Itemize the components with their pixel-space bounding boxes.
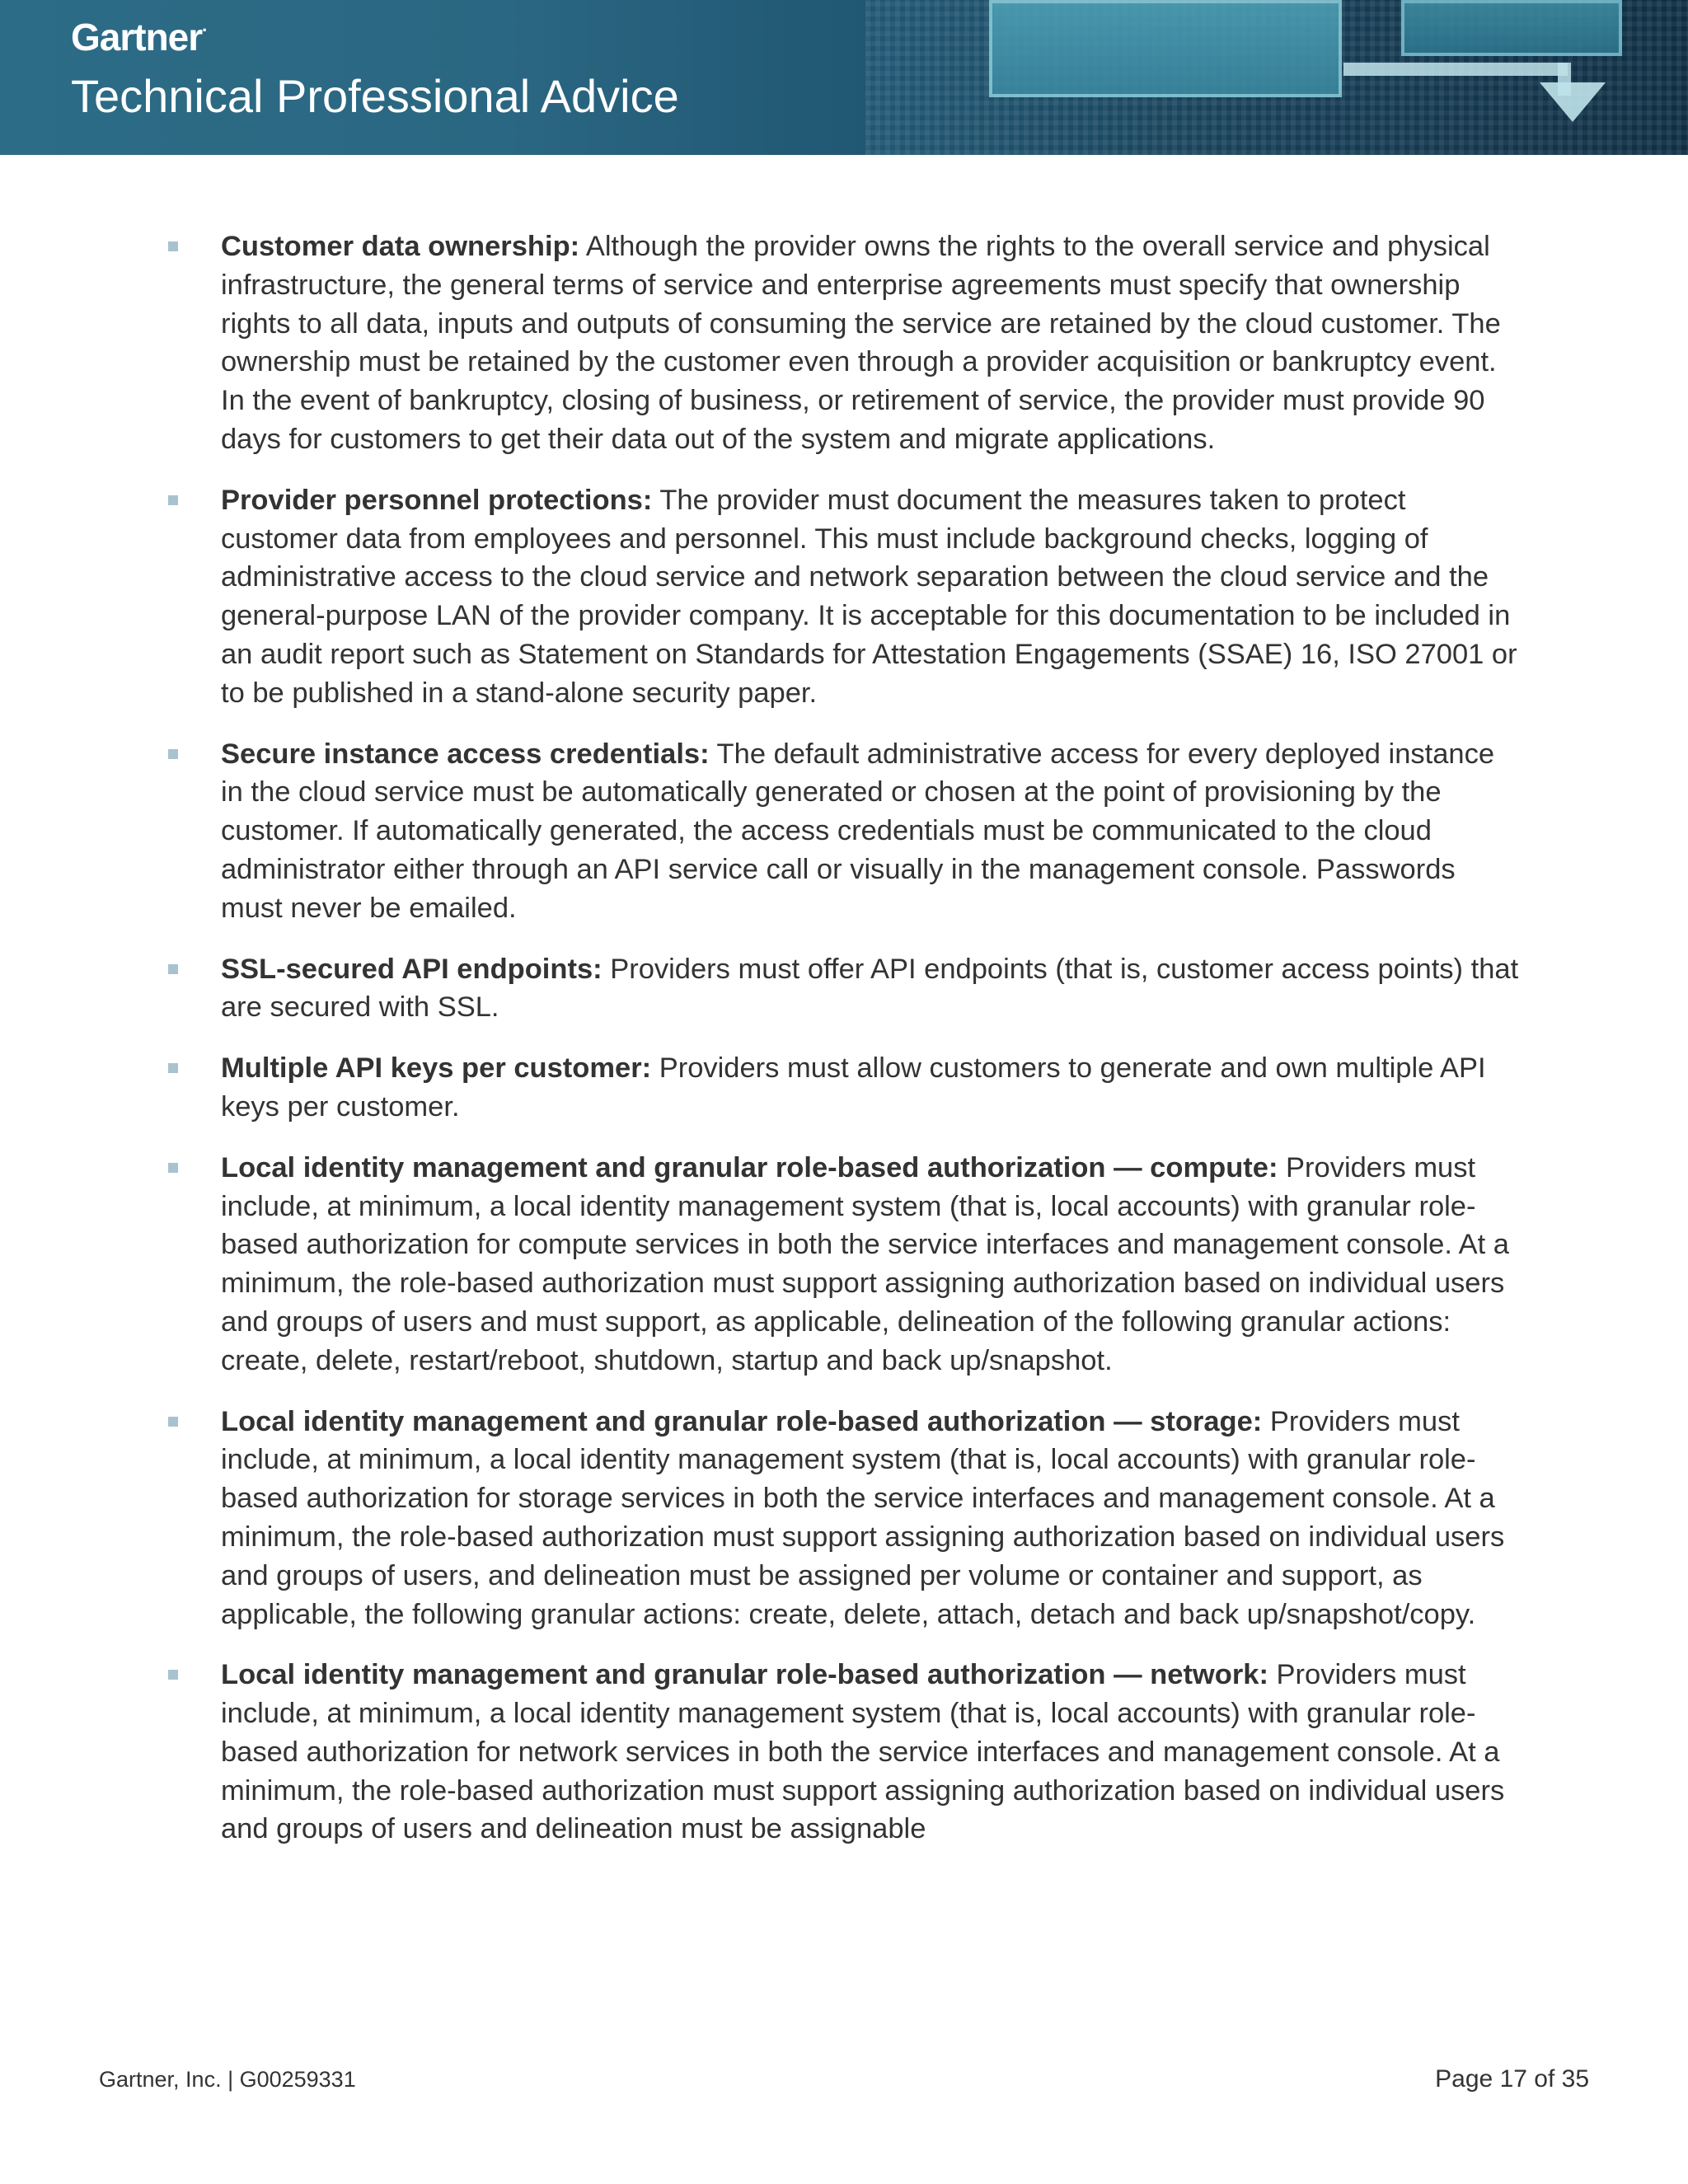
brand-mark: . — [202, 15, 207, 35]
item-lead: Secure instance access credentials: — [221, 738, 710, 770]
item-text: Providers must include, at minimum, a local identity management system (that is, local accounts) with granular role-based authorization for network services in both the service interfaces and management console. At a minimum, the role-based authorization must support assigning authorization based on individual users and groups of users and delineation must be assignable — [221, 1659, 1505, 1845]
list-item — [0, 1656, 1523, 1849]
square-bullet-icon — [168, 495, 178, 505]
item-text: Providers must allow customers to generate and own multiple API keys per customer. — [221, 1052, 1486, 1122]
footer-page-number: Page 17 of 35 — [1435, 2065, 1589, 2093]
document-body — [0, 227, 1688, 1871]
list-item — [0, 227, 1523, 459]
item-text: Providers must offer API endpoints (that is, customer access points) that are secured with SSL. — [221, 953, 1519, 1024]
list-item — [0, 1403, 1523, 1634]
item-text: The provider must document the measures taken to protect customer data from employees and personnel. This must include background checks, logging of administrative access to the cloud service and network separation between the cloud service and the general-purpose LAN of the provider company. It is acceptable for this documentation to be included in an audit report such as Statement on Standards for Attestation Engagements (SSAE) 16, ISO 27001 or to be published in a stand-alone security paper. — [221, 484, 1517, 709]
item-text: Providers must include, at minimum, a local identity management system (that is, local accounts) with granular role-based authorization for compute services in both the service interfaces and management console. At a minimum, the role-based authorization must support assigning authorization based on individual users and groups of users and must support, as applicable, delineation of the following granular actions: create, delete, restart/reboot, shutdown, startup and back up/snapshot. — [221, 1151, 1509, 1376]
item-text: Providers must include, at minimum, a local identity management system (that is, local accounts) with granular role-based authorization for storage services in both the service interfaces and management console. At a minimum, the role-based authorization must support assigning authorization based on individual users and groups of users, and delineation must be assigned per volume or container and support, as applicable, the following granular actions: create, delete, attach, detach and back up/snapshot/copy. — [221, 1405, 1505, 1630]
item-lead: Multiple API keys per customer: — [221, 1052, 652, 1085]
item-text: The default administrative access for every deployed instance in the cloud service must be automatically generated or chosen at the point of provisioning by the customer. If automatically generated, the access credentials must be communicated to the cloud administrator either through an API service call or visually in the management console. Passwords must never be emailed. — [221, 738, 1495, 924]
banner-arrow-stem — [1343, 63, 1568, 76]
banner-screen-graphic-small — [1401, 0, 1622, 56]
square-bullet-icon — [168, 1417, 178, 1427]
gartner-logo — [71, 15, 206, 59]
banner-arrow-down-icon — [1540, 82, 1606, 122]
square-bullet-icon — [168, 1670, 178, 1680]
item-lead: SSL-secured API endpoints: — [221, 953, 603, 985]
list-item — [0, 481, 1523, 713]
square-bullet-icon — [168, 964, 178, 974]
footer-document-id: Gartner, Inc. | G00259331 — [99, 2067, 356, 2092]
brand-name: Gartner — [71, 16, 203, 59]
square-bullet-icon — [168, 1063, 178, 1073]
list-item — [0, 1149, 1523, 1380]
list-item — [0, 950, 1523, 1028]
item-lead: Provider personnel protections: — [221, 484, 653, 516]
header-subtitle: Technical Professional Advice — [71, 70, 679, 122]
list-item — [0, 735, 1523, 928]
banner-screen-graphic — [989, 0, 1342, 97]
requirements-list — [0, 227, 1688, 1849]
header-banner — [0, 0, 1688, 155]
square-bullet-icon — [168, 241, 178, 251]
square-bullet-icon — [168, 749, 178, 759]
item-lead: Customer data ownership: — [221, 231, 580, 262]
item-lead: Local identity management and granular role-based authorization — storage: — [221, 1405, 1263, 1437]
list-item — [0, 1049, 1523, 1127]
item-lead: Local identity management and granular role-based authorization — compute: — [221, 1151, 1278, 1183]
square-bullet-icon — [168, 1163, 178, 1173]
item-text: Although the provider owns the rights to the overall service and physical infrastructure, the general terms of service and enterprise agreements must specify that ownership rights to all data, inputs and outputs of consuming the service are retained by the cloud customer. The ownership must be retained by the customer even through a provider acquisition or bankruptcy event. In the event of bankruptcy, closing of business, or retirement of service, the provider must provide 90 days for customers to get their data out of the system and migrate applications. — [221, 231, 1501, 455]
item-lead: Local identity management and granular role-based authorization — network: — [221, 1659, 1268, 1691]
